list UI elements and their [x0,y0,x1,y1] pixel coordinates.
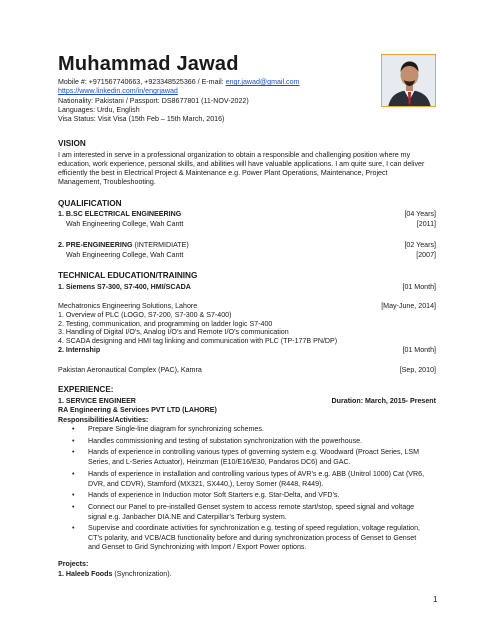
email-link[interactable]: engr.jawad@gmail.com [225,78,300,86]
training-duration: [01 Month] [402,283,436,291]
training-title: 2. Internship [58,346,101,354]
qualification-heading: QUALIFICATION [58,199,122,208]
responsibility-item: Supervise and coordinate activities for synchronization e.g. testing of speed regulation, voltage regulation, CT’s polarity, and VCB/ACB functionality before and during synchronization process of Genset to Genset and Genset to Grid Synchronizing with Import / Export Power options. [88,524,421,551]
profile-photo [381,54,436,107]
vision-line: I am interested in serve in a professional organization to obtain a responsible and challenging position where my [58,151,411,159]
experience-role: 1. SERVICE ENGINEER [58,397,136,405]
portrait-image [382,55,436,107]
candidate-name: Muhammad Jawad [58,53,239,75]
visa-line: Visa Status: Visit Visa (15th Feb – 15th March, 2016) [58,115,225,123]
training-point: 3. Handling of Digital I/O’s, Analog I/O’s and Remote I/O’s communication [58,328,289,336]
projects-heading: Projects: [58,560,89,568]
languages-line: Languages: Urdu, English [58,106,140,114]
qualification-duration: [02 Years] [404,241,436,249]
qualification-institute: Wah Engineering College, Wah Cantt [66,251,184,259]
vision-line: Management, Troubleshooting. [58,178,156,186]
responsibility-item: Prepare Single-line diagram for synchronizing schemes. [88,425,264,433]
experience-heading: EXPERIENCE: [58,385,114,394]
training-org: Pakistan Aeronautical Complex (PAC), Kamra [58,366,202,374]
responsibility-item: Hands of experience in installation and controlling various types of AVR’s e.g. ABB (Unitrol 1000) Cat (VR6, DVR, and CDVR), Stamford (MX321, SX440,), Leroy Somer (R448, R449). [88,470,425,488]
training-point: 4. SCADA designing and HMI tag linking and communication with PLC (TP-177B PN/DP) [58,337,338,345]
training-point: 2. Testing, communication, and programming on ladder logic S7-400 [58,320,273,328]
qualification-duration: [04 Years] [404,210,436,218]
responsibilities-heading: Responsibilities/Activities: [58,416,149,424]
qualification-title: 2. PRE-ENGINEERING (INTERMIDIATE) [58,241,189,249]
responsibility-item: Connect our Panel to pre-installed Genset system to access remote start/stop, speed signal and voltage signal e.g. Janbacher DIA.NE and Caterpillar’s Terburg system. [88,503,415,521]
training-org: Mechatronics Engineering Solutions, Lahore [58,302,198,310]
responsibility-item: Handles commissioning and testing of substation synchronization with the powerhouse. [88,437,363,445]
project-item: 1. Haleeb Foods (Synchronization). [58,570,172,578]
training-date: [May-June, 2014] [381,302,436,310]
training-point: 1. Overview of PLC (LOGO, S7-200, S7-300 & S7-400) [58,311,232,319]
training-duration: [01 Month] [402,346,436,354]
responsibility-item: Hands of experience in controlling various types of governing system e.g. Woodward (Proact Series, LSM Series, and L-Series Actuator), Heinzman (E10/E16/E30, Pandaros DC6) and GAC. [88,448,420,466]
mobile-text: Mobile #: +971567740663, +923348525366 / E-mail: [58,78,226,86]
training-heading: TECHNICAL EDUCATION/TRAINING [58,271,198,280]
training-date: [Sep, 2010] [399,366,436,374]
experience-duration: Duration: March, 2015- Present [331,397,436,405]
training-title: 1. Siemens S7-300, S7-400, HMI/SCADA [58,283,191,291]
linkedin-link[interactable]: https://www.linkedin.com/in/engrjawad [58,87,178,95]
responsibility-item: Hands of experience in Induction motor Soft Starters e.g. Star-Delta, and VFD’s. [88,491,340,499]
page-number: 1 [433,595,438,604]
experience-company: RA Engineering & Services PVT LTD (LAHORE) [58,406,217,414]
qualification-year: [2011] [416,220,436,228]
nationality-line: Nationality: Pakistani / Passport: DS8677801 (11-NOV-2022) [58,97,249,105]
vision-heading: VISION [58,139,86,148]
vision-line: education, work experience, personal skills, and abilities will have valuable applications. I am quite sure, I can deliver [58,160,425,168]
contact-line [58,78,299,87]
vision-line: efficiently the best in Electrical Project & Maintenance e.g. Power Plant Operations, Maintenance, Project [58,169,388,177]
qualification-year: [2007] [416,251,436,259]
qualification-title: 1. B.SC ELECTRICAL ENGINEERING [58,210,182,218]
qualification-institute: Wah Engineering College, Wah Cantt [66,220,184,228]
